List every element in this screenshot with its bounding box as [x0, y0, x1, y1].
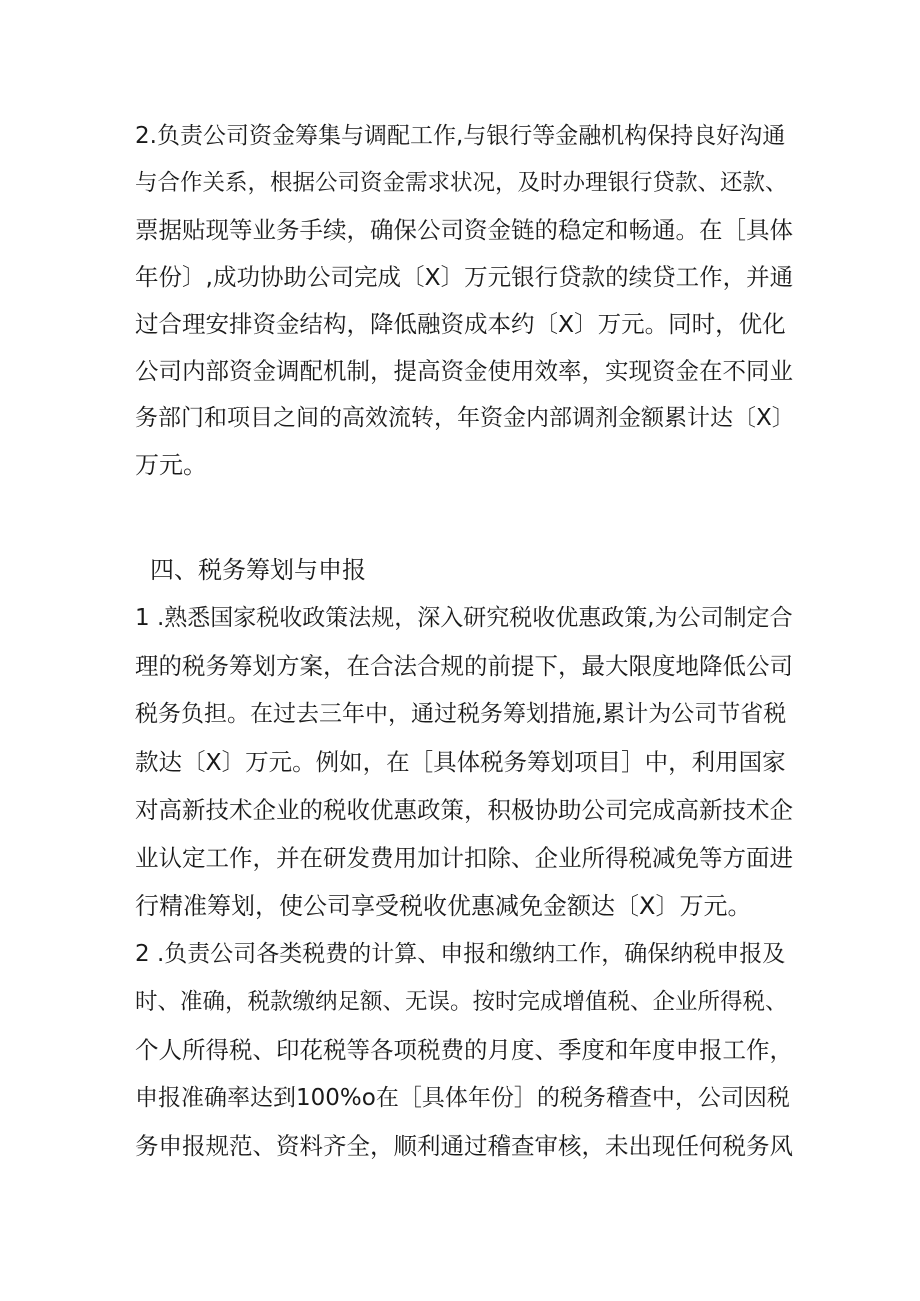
text-line: 业认定工作，并在研发费用加计扣除、企业所得税减免等方面进: [135, 844, 793, 872]
text-line: 行精准筹划，使公司享受税收优惠减免金额达〔X〕万元。: [135, 892, 752, 920]
text-line: 务部门和项目之间的高效流转，年资金内部调剂金额累计达〔X〕: [135, 405, 795, 431]
text-line: 申报准确率达到100%o在［具体年份］的税务稽查中，公司因税: [135, 1085, 790, 1111]
text-line: 过合理安排资金结构，降低融资成本约〔X〕万元。同时，优化: [135, 310, 786, 338]
text-line: 年份〕,成功协助公司完成〔X〕万元银行贷款的续贷工作，并通: [135, 263, 794, 291]
text-line: 2 .负责公司各类税费的计算、申报和缴纳工作，确保纳税申报及: [135, 941, 786, 967]
text-line: 税务负担。在过去三年中，通过税务筹划措施,累计为公司节省税: [135, 701, 787, 727]
text-line: 对高新技术企业的税收优惠政策，积极协助公司完成高新技术企: [135, 796, 793, 824]
text-line: 票据贴现等业务手续，确保公司资金链的稳定和畅通。在［具体: [135, 216, 793, 244]
text-line: 万元。: [135, 451, 207, 479]
text-line: 公司内部资金调配机制，提高资金使用效率，实现资金在不同业: [135, 357, 793, 385]
text-line: 1 .熟悉国家税收政策法规，深入研究税收优惠政策,为公司制定合: [135, 605, 793, 631]
text-line: 时、准确，税款缴纳足额、无误。按时完成增值税、企业所得税、: [135, 989, 788, 1015]
text-line: 务申报规范、资料齐全，顺利通过稽查审核，未出现任何税务风: [135, 1132, 793, 1160]
text-line: 2.负责公司资金筹集与调配工作,与银行等金融机构保持良好沟通: [135, 123, 786, 149]
text-line: 理的税务筹划方案，在合法合规的前提下，最大限度地降低公司: [135, 652, 793, 680]
text-line: 与合作关系，根据公司资金需求状况，及时办理银行贷款、还款、: [135, 170, 788, 196]
text-line: 个人所得税、印花税等各项税费的月度、季度和年度申报工作，: [135, 1036, 793, 1064]
text-line: 款达〔X〕万元。例如，在［具体税务筹划项目］中，利用国家: [135, 748, 786, 776]
section-heading: 四、税务筹划与申报: [150, 556, 366, 584]
